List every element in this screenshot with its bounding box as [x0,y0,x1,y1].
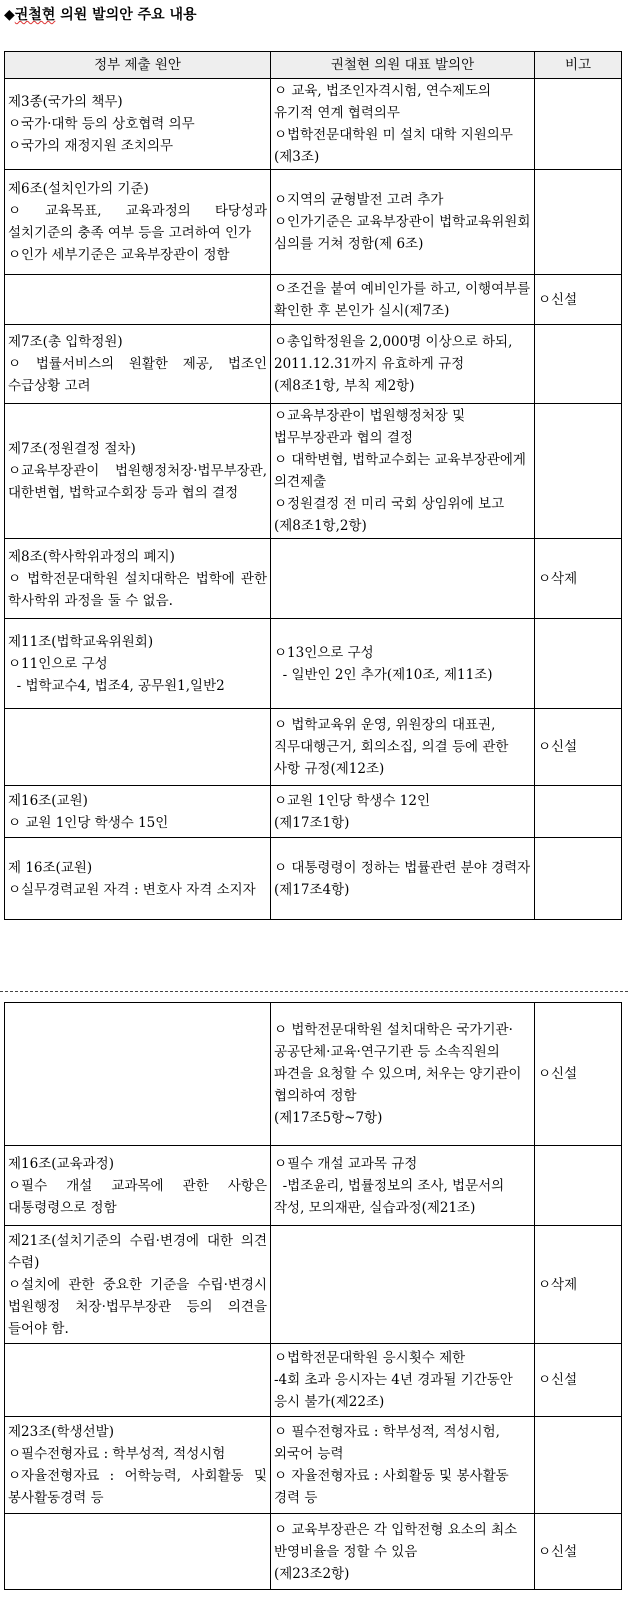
table-row [5,1226,622,1344]
note-cell [535,786,622,838]
comparison-table-top [4,51,622,920]
table-row [5,1417,622,1514]
cell-line: - 일반인 2인 추가(제10조, 제11조) [274,666,493,683]
note-cell [535,1003,622,1146]
cell-line: 제16조(교원) [8,792,88,809]
table-row [5,275,622,325]
cell-line: ㅇ 교원 1인당 학생수 15인 [8,814,169,831]
cell-line: 제 16조(교원) [8,859,93,876]
proposal-cell [271,275,535,325]
cell-line: ㅇ실무경력교원 자격 : 변호사 자격 소지자 [8,881,256,898]
cell-line: 제7조(정원결정 절차) [8,441,136,457]
note-cell [535,619,622,709]
note-cell [535,1146,622,1226]
cell-line: 제16조(교육과정) [8,1155,114,1172]
cell-line: ㅇ 필수전형자료 : 학부성적, 적성시험, 외국어 능력 [274,1424,505,1462]
proposal-cell [271,1003,535,1146]
table-row [5,170,622,275]
note-cell [535,1344,622,1417]
cell-line: 제11조(법학교육위원회) [8,633,154,650]
original-cell [5,1226,271,1344]
note-text: ㅇ삭제 [538,570,578,587]
cell-line: ㅇ지역의 균형발전 고려 추가 [274,192,444,208]
title-bullet: ◆ [4,7,15,23]
table-row [5,79,622,170]
cell-line: ㅇ총입학정원을 2,000명 이상으로 하되, 2011.12.31까지 유효하게 규정 [274,334,517,372]
table-row [5,619,622,709]
note-cell [535,838,622,920]
note-text: ㅇ삭제 [538,1276,578,1293]
cell-line: (제8조1항, 부칙 제2항) [274,378,415,394]
cell-line: ㅇ교육부장관이 법원행정처장 및 법무부장관과 협의 결정 [274,408,470,446]
note-cell [535,275,622,325]
cell-line: 제23조(학생선발) [8,1424,114,1440]
proposal-cell [271,838,535,920]
cell-line: ㅇ13인으로 구성 [274,644,374,661]
proposal-cell [271,79,535,170]
table-row [5,838,622,920]
header-row [5,52,622,79]
proposal-cell [271,1344,535,1417]
cell-line: 제21조(설치기준의 수립·변경에 대한 의견 수렴) [8,1232,272,1271]
header-proposal: 권철현 의원 대표 발의안 [271,52,535,79]
proposal-cell [271,404,535,539]
cell-line: ㅇ법학전문대학원 미 설치 대학 지원의무(제3조) [274,127,513,165]
note-cell [535,325,622,404]
original-cell [5,1417,271,1514]
note-cell [535,1514,622,1590]
cell-line: ㅇ교육부장관이 법원행정처장·법무부장관, 대한변협, 법학교수회장 등과 협의 결정 [8,463,272,501]
original-cell [5,404,271,539]
cell-line: - 법학교수4, 법조4, 공무원1,일반2 [8,677,225,694]
cell-line: ㅇ 자율전형자료 : 사회활동 및 봉사활동 경력 등 [274,1468,513,1506]
cell-line: 제8조(학사학위과정의 폐지) [8,548,175,565]
cell-line: -4회 초과 응시자는 4년 경과될 기간동안 응시 불가(제22조) [274,1372,518,1410]
page-break-divider [0,991,628,992]
table-row [5,1514,622,1590]
cell-line: -법조윤리, 법률정보의 조사, 법문서의 작성, 모의재판, 실습과정(제21조) [274,1177,509,1216]
original-cell [5,709,271,786]
proposal-cell [271,1226,535,1344]
original-cell [5,619,271,709]
cell-line: ㅇ자율전형자료 : 어학능력, 사회활동 및 봉사활동경력 등 [8,1468,272,1506]
table-row [5,1003,622,1146]
proposal-cell [271,1146,535,1226]
cell-line: (제17조5항~7항) [274,1110,383,1126]
cell-line: ㅇ법학전문대학원 응시횟수 제한 [274,1350,466,1366]
proposal-cell [271,709,535,786]
note-cell [535,1417,622,1514]
note-cell [535,1226,622,1344]
cell-line: ㅇ 법학교육위 운영, 위원장의 대표권, 직무대행근거, 회의소집, 의결 등에 관한 사항 규정(제12조) [274,717,513,777]
original-cell [5,786,271,838]
proposal-cell [271,619,535,709]
proposal-cell [271,1417,535,1514]
cell-line: ㅇ국가의 재정지원 조치의무 [8,138,174,154]
cell-line: ㅇ국가·대학 등의 상호협력 의무 [8,116,195,132]
cell-line: ㅇ11인으로 구성 [8,655,108,672]
note-text: ㅇ신설 [538,291,578,308]
original-cell [5,539,271,619]
original-cell [5,1344,271,1417]
cell-line: ㅇ필수 개설 교과목에 관한 사항은 대통령령으로 정함 [8,1177,272,1216]
original-cell [5,838,271,920]
original-cell [5,1514,271,1590]
table-row [5,1344,622,1417]
cell-line: ㅇ인가기준은 교육부장관이 법학교육위원회 심의를 거쳐 정함(제 6조) [274,214,535,252]
note-cell [535,709,622,786]
original-cell [5,325,271,404]
comparison-table-bottom [4,1002,622,1590]
cell-line: ㅇ 교육목표, 교육과정의 타당성과 설치기준의 충족 여부 등을 고려하여 인가 [8,203,272,241]
original-cell [5,79,271,170]
cell-line: ㅇ조건을 붙여 예비인가를 하고, 이행여부를 확인한 후 본인가 실시(제7조) [274,280,535,319]
note-cell [535,404,622,539]
cell-line: (제17조1항) [274,814,350,831]
cell-line: ㅇ 법학전문대학원 설치대학은 법학에 관한 학사학위 과정을 둘 수 없음. [8,570,272,609]
original-cell [5,170,271,275]
note-text: ㅇ신설 [538,1066,578,1082]
cell-line: ㅇ교원 1인당 학생수 12인 [274,792,431,809]
cell-line: ㅇ 교육부장관은 각 입학전형 요소의 최소 반영비율을 정할 수 있음 [274,1521,522,1560]
proposal-cell [271,1514,535,1590]
cell-line: ㅇ정원결정 전 미리 국회 상임위에 보고(제8조1항,2항) [274,496,505,534]
title-name: 권철현 [14,7,56,23]
document-title [4,4,197,24]
cell-line: ㅇ 교육, 법조인자격시험, 연수제도의 유기적 연계 협력의무 [274,83,496,121]
header-original: 정부 제출 원안 [5,52,271,79]
note-cell [535,539,622,619]
table-row [5,539,622,619]
cell-line: ㅇ 대학변협, 법학교수회는 교육부장관에게 의견제출 [274,452,531,490]
title-rest: 의원 발의안 주요 내용 [55,7,197,23]
cell-line: ㅇ 법률서비스의 원활한 제공, 법조인 수급상황 고려 [8,356,272,394]
proposal-cell [271,170,535,275]
cell-line: 제3종(국가의 책무) [8,94,123,110]
cell-line: ㅇ필수 개설 교과목 규정 [274,1155,418,1172]
note-cell [535,79,622,170]
note-text: ㅇ신설 [538,1543,578,1560]
proposal-cell [271,786,535,838]
note-text: ㅇ신설 [538,1372,578,1388]
table-row [5,709,622,786]
cell-line: 제7조(총 입학정원) [8,334,123,350]
cell-line: ㅇ필수전형자료 : 학부성적, 적성시험 [8,1446,226,1462]
table-row [5,404,622,539]
table-row [5,1146,622,1226]
original-cell [5,275,271,325]
table-row [5,786,622,838]
note-cell [535,170,622,275]
original-cell [5,1003,271,1146]
cell-line: ㅇ 법학전문대학원 설치대학은 국가기관·공공단체·교육·연구기관 등 소속직원의 파견을 요청할 수 있으며, 처우는 양기관이 협의하여 정함 [274,1022,526,1104]
proposal-cell [271,539,535,619]
table-row [5,325,622,404]
cell-line: (제23조2항) [274,1565,350,1582]
note-text: ㅇ신설 [538,739,578,755]
cell-line: ㅇ 대통령령이 정하는 법률관련 분야 경력자(제17조4항) [274,859,531,898]
proposal-cell [271,325,535,404]
header-note: 비고 [535,52,622,79]
cell-line: 제6조(설치인가의 기준) [8,181,149,197]
cell-line: ㅇ설치에 관한 중요한 기준을 수립·변경시 법원행정 처장·법무부장관 등의 의견을 들어야 함. [8,1276,272,1337]
original-cell [5,1146,271,1226]
cell-line: ㅇ인가 세부기준은 교육부장관이 정함 [8,247,230,263]
